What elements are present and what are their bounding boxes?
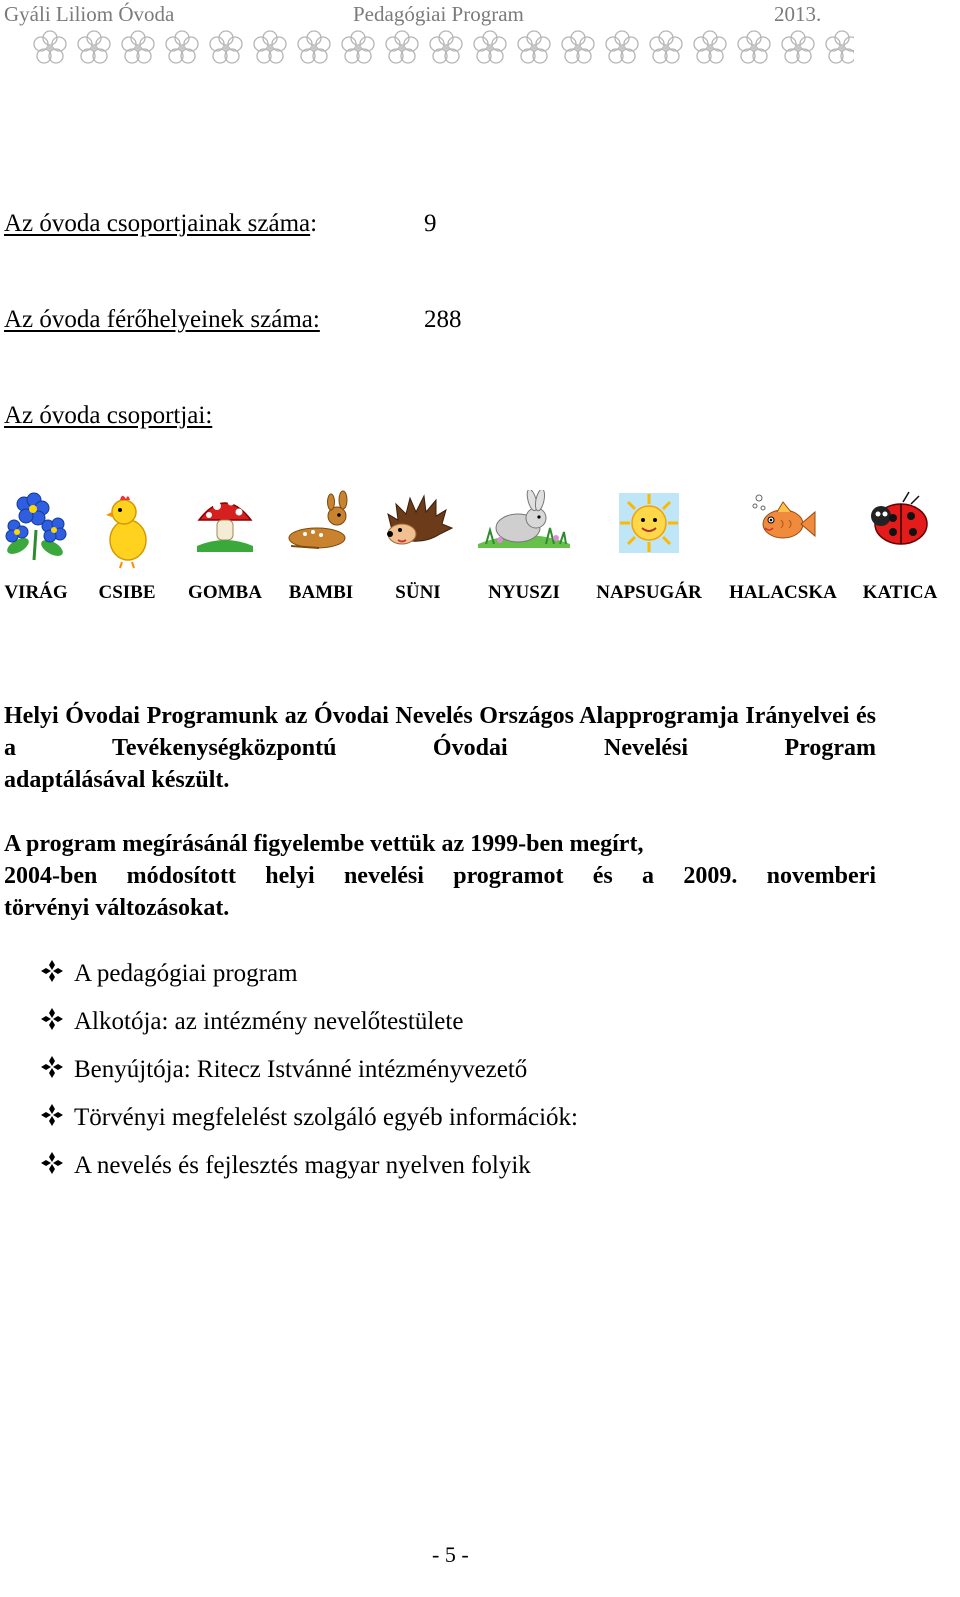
intro-paragraph	[4, 700, 876, 796]
page-number: - 5 -	[432, 1542, 469, 1567]
info-bullet-list	[40, 950, 840, 1190]
page-header	[4, 2, 834, 30]
history-line-1: A program megírásánál figyelembe vettük az 1999-ben megírt,	[4, 831, 644, 857]
group-halacska	[724, 490, 842, 620]
group-list	[0, 490, 960, 620]
list-item	[40, 1046, 840, 1094]
group-nyuszi	[474, 490, 574, 620]
group-napsugar	[592, 490, 706, 620]
chick-icon	[102, 490, 152, 570]
diamond-bullet-icon	[40, 1103, 64, 1127]
sun-icon	[616, 490, 682, 556]
bullet-text: A pedagógiai program	[74, 960, 298, 987]
capacity-value: 288	[424, 306, 462, 333]
diamond-bullet-icon	[40, 959, 64, 983]
group-csibe	[96, 490, 158, 620]
header-year: 2013.	[774, 2, 822, 26]
diamond-bullet-icon	[40, 1007, 64, 1031]
list-item	[40, 1094, 840, 1142]
group-name: HALACSKA	[729, 582, 837, 603]
group-katica	[858, 490, 942, 620]
group-name: NYUSZI	[488, 582, 560, 603]
flower-icon	[4, 490, 68, 562]
fish-icon	[749, 490, 817, 550]
history-paragraph	[4, 828, 876, 924]
group-bambi	[282, 490, 360, 620]
groups-heading	[4, 402, 212, 430]
group-name: BAMBI	[288, 582, 354, 603]
group-gomba	[186, 490, 264, 620]
intro-paragraph-end: adaptálásával készült.	[4, 767, 230, 793]
bullet-text: Benyújtója: Ritecz Istvánné intézményvezető	[74, 1056, 528, 1083]
ladybug-icon	[863, 490, 937, 552]
list-item	[40, 950, 840, 998]
list-item	[40, 998, 840, 1046]
bullet-text: Alkotója: az intézmény nevelőtestülete	[74, 1008, 464, 1035]
group-count-field: Az óvoda csoportjainak száma: 9	[4, 210, 437, 237]
group-suni	[378, 490, 458, 620]
group-count-label: Az óvoda csoportjainak száma	[4, 210, 311, 237]
bullet-text: A nevelés és fejlesztés magyar nyelven folyik	[74, 1152, 531, 1179]
capacity-field	[4, 306, 462, 334]
history-line-3: törvényi változásokat.	[4, 895, 230, 921]
groups-heading-label: Az óvoda csoportjai:	[4, 402, 213, 429]
bullet-text: Törvényi megfelelést szolgáló egyéb információk:	[74, 1104, 578, 1131]
group-name: KATICA	[862, 582, 938, 603]
group-count-value: 9	[424, 210, 437, 237]
diamond-bullet-icon	[40, 1151, 64, 1175]
diamond-bullet-icon	[40, 1055, 64, 1079]
header-school: Gyáli Liliom Óvoda	[4, 2, 175, 26]
flower-border-icon	[28, 28, 854, 68]
group-name: GOMBA	[188, 582, 262, 603]
history-line-2: 2004-ben módosított helyi nevelési programot és a 2009. novemberi	[4, 863, 876, 889]
mushroom-icon	[195, 490, 255, 554]
intro-paragraph-text: Helyi Óvodai Programunk az Óvodai Nevelés Országos Alapprogramja Irányelvei és a Tevékenységközpontú Óvodai Nevelési Program	[4, 703, 876, 761]
rabbit-icon	[476, 490, 572, 550]
group-name: CSIBE	[98, 582, 156, 603]
header-document-title: Pedagógiai Program	[353, 2, 524, 26]
group-name: VIRÁG	[4, 582, 68, 603]
deer-icon	[283, 490, 359, 554]
group-virag	[2, 490, 70, 620]
capacity-label: Az óvoda férőhelyeinek száma:	[4, 306, 320, 333]
hedgehog-icon	[382, 490, 454, 554]
group-name: NAPSUGÁR	[596, 582, 702, 603]
list-item	[40, 1142, 840, 1190]
group-name: SÜNI	[395, 582, 441, 603]
